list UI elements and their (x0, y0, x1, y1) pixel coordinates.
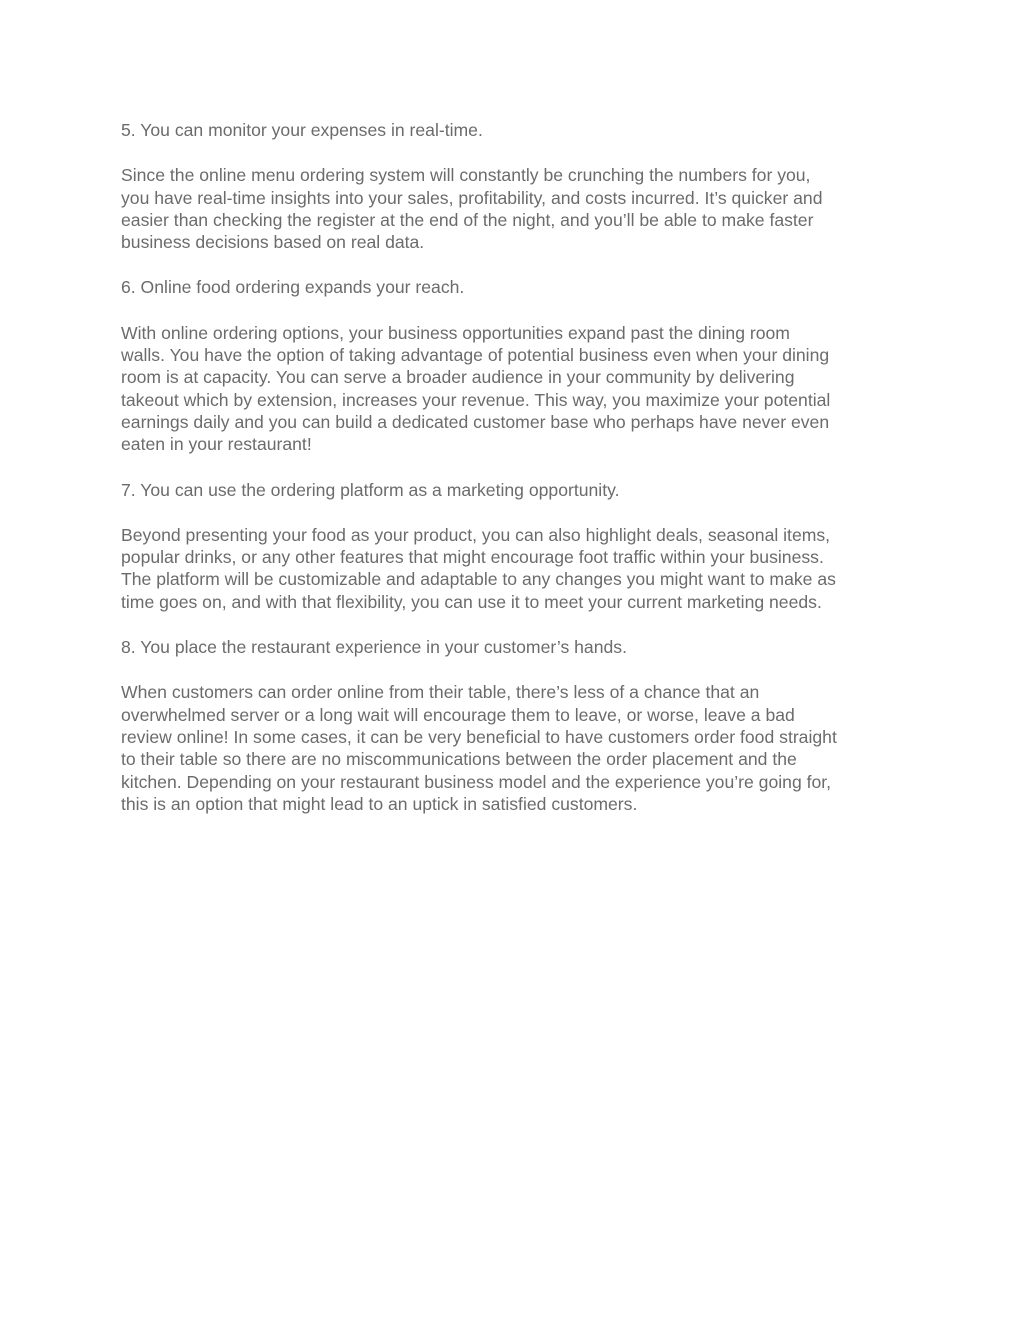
section-heading-8: 8. You place the restaurant experience in your customer’s hands. (121, 637, 627, 658)
section-heading-5: 5. You can monitor your expenses in real-time. (121, 120, 483, 140)
section-paragraph-5: Since the online menu ordering system will constantly be crunching the numbers for you, you have real-time insights into your sales, profitability, and costs incurred. It’s quicker and easier than checking the register at the end of the night, and you’ll be able to make faster business decisions based on real data. (121, 165, 823, 253)
document-body (121, 119, 911, 838)
section-paragraph-6: With online ordering options, your business opportunities expand past the dining room walls. You have the option of taking advantage of potential business even when your dining room is at capacity. You can serve a broader audience in your community by delivering takeout which by extension, increases your revenue. This way, you maximize your potential earnings daily and you can build a dedicated customer base who perhaps have never even eaten in your restaurant! (121, 322, 831, 455)
section-heading-7: 7. You can use the ordering platform as a marketing opportunity. (121, 479, 620, 500)
section-paragraph-7: Beyond presenting your food as your product, you can also highlight deals, seasonal items, popular drinks, or any other features that might encourage foot traffic within your business. The platform will be customizable and adaptable to any changes you might want to make as time goes on, and with that flexibility, you can use it to meet your current marketing needs. (121, 524, 836, 612)
section-heading-6: 6. Online food ordering expands your reach. (121, 277, 465, 298)
section-paragraph-8: When customers can order online from their table, there’s less of a chance that an overwhelmed server or a long wait will encourage them to leave, or worse, leave a bad review online! In some cases, it can be very beneficial to have customers order food straight to their table so there are no miscommunications between the order placement and the kitchen. Depending on your restaurant business model and the experience you’re going for, this is an option that might lead to an uptick in satisfied customers. (121, 682, 837, 814)
